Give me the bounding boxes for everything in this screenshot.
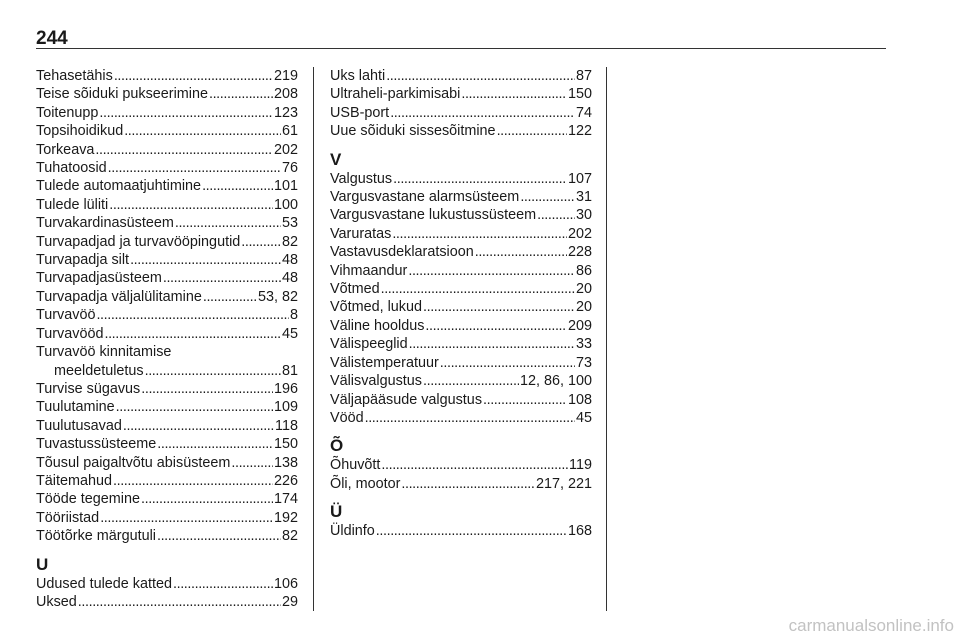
index-entry-page: 12, 86, 100	[519, 373, 592, 390]
index-entry-term: Toitenupp	[36, 104, 99, 121]
section-letter: U	[36, 554, 49, 574]
dot-leader	[163, 269, 281, 287]
index-entry-term: Tööriistad	[36, 509, 100, 526]
index-entry-term: Uksed	[36, 593, 77, 610]
index-entry-page: 192	[273, 509, 298, 526]
index-entry-term: Tööde tegemine	[36, 491, 141, 508]
dot-leader	[113, 472, 273, 490]
index-entry-page: 45	[575, 409, 592, 426]
index-entry-page: 106	[273, 575, 298, 592]
index-entry	[36, 233, 298, 251]
index-entry-page: 109	[273, 399, 298, 416]
index-entry-page: 208	[273, 86, 298, 103]
index-entry	[330, 456, 592, 474]
index-entry-page: 74	[575, 104, 592, 121]
index-entry	[330, 225, 592, 243]
index-entry	[330, 298, 592, 316]
index-entry-page: 202	[273, 141, 298, 158]
index-entry-term: USB-port	[330, 104, 390, 121]
index-entry-page: 123	[273, 104, 298, 121]
index-entry-term: Tulede lüliti	[36, 196, 109, 213]
index-entry-term: Välistemperatuur	[330, 354, 439, 371]
index-entry	[330, 170, 592, 188]
index-entry-page: 82	[281, 233, 298, 250]
index-entry	[330, 391, 592, 409]
index-entry-term: Võtmed	[330, 281, 380, 298]
index-entry-term: Tulede automaatjuhtimine	[36, 178, 202, 195]
dot-leader	[157, 527, 281, 545]
index-entry-term: Uks lahti	[330, 68, 386, 84]
dot-leader	[96, 306, 289, 324]
index-entry-page: 81	[281, 362, 298, 379]
dot-leader	[381, 280, 575, 298]
dot-leader	[202, 177, 273, 195]
index-entry-page: 53	[281, 215, 298, 232]
dot-leader	[365, 409, 575, 427]
index-entry-term: Teise sõiduki pukseerimine	[36, 86, 208, 103]
dot-leader	[145, 362, 281, 380]
index-entry-term: Vargusvastane lukustussüsteem	[330, 207, 537, 224]
index-entry-page: 20	[575, 299, 592, 316]
index-entry-page: 82	[281, 528, 298, 545]
dot-leader	[141, 490, 273, 508]
index-entry	[36, 527, 298, 545]
dot-leader	[173, 575, 273, 593]
index-entry-term: Turvapadjasüsteem	[36, 270, 162, 287]
index-entry-term: meeldetuletus	[54, 362, 144, 379]
index-entry-term: Väline hooldus	[330, 317, 425, 334]
index-entry	[36, 251, 298, 269]
index-entry-page: 150	[273, 436, 298, 453]
index-entry-page: 86	[575, 262, 592, 279]
index-entry-term: Vargusvastane alarmsüsteem	[330, 189, 520, 206]
index-entry-term: Üldinfo	[330, 523, 375, 540]
index-entry-term: Turvakardinasüsteem	[36, 215, 174, 232]
index-entry	[330, 280, 592, 298]
section-letter: V	[330, 149, 342, 169]
index-entry	[36, 141, 298, 159]
index-entry	[330, 475, 592, 493]
index-entry	[330, 122, 592, 140]
index-entry-term: Tuvastussüsteeme	[36, 436, 157, 453]
index-entry-page: 48	[281, 252, 298, 269]
index-entry	[36, 417, 298, 435]
index-entry-term: Väljapääsude valgustus	[330, 391, 483, 408]
index-entry	[330, 522, 592, 540]
index-entry	[36, 67, 298, 85]
dot-leader	[130, 251, 281, 269]
dot-leader	[537, 206, 575, 224]
index-entry	[36, 214, 298, 232]
index-entry-term: Topsihoidikud	[36, 123, 124, 140]
index-entry-page: 138	[273, 454, 298, 471]
index-entry-term: Turvapadja silt	[36, 252, 130, 269]
index-entry	[330, 243, 592, 261]
dot-leader	[423, 298, 575, 316]
dot-leader	[241, 233, 281, 251]
index-entry-page: 100	[273, 196, 298, 213]
index-entry-term: Turvapadjad ja turvavööpingutid	[36, 233, 241, 250]
index-entry	[330, 104, 592, 122]
index-entry-term: Turvavöö	[36, 307, 96, 324]
dot-leader	[209, 85, 273, 103]
index-entry	[36, 85, 298, 103]
index-entry	[330, 85, 592, 103]
index-entry-term: Valgustus	[330, 170, 393, 187]
dot-leader	[386, 67, 575, 85]
index-entry-term: Turvavöö kinnitamise	[36, 344, 172, 361]
dot-leader	[381, 456, 568, 474]
index-entry	[36, 104, 298, 122]
index-entry	[330, 372, 592, 390]
index-entry-page: 61	[281, 123, 298, 140]
index-entry-page: 118	[275, 417, 298, 434]
index-entry	[330, 67, 592, 85]
index-entry	[36, 122, 298, 140]
index-entry-page: 87	[575, 68, 592, 84]
dot-leader	[95, 141, 273, 159]
index-entry-page: 8	[289, 307, 298, 324]
index-entry	[36, 490, 298, 508]
dot-leader	[203, 288, 257, 306]
index-entry-page: 196	[273, 380, 298, 397]
index-entry-term: Varuratas	[330, 225, 392, 242]
index-entry-term: Tuhatoosid	[36, 160, 107, 177]
index-entry	[36, 288, 298, 306]
dot-leader	[104, 325, 281, 343]
index-entry-page: 202	[567, 225, 592, 242]
dot-leader	[423, 372, 519, 390]
index-entry-page: 174	[273, 491, 298, 508]
index-entry	[36, 593, 298, 611]
index-entry-term: Välispeeglid	[330, 336, 408, 353]
index-entry-page: 45	[281, 325, 298, 342]
dot-leader	[408, 262, 575, 280]
index-entry-term: Tõusul paigaltvõtu abisüsteem	[36, 454, 231, 471]
dot-leader	[483, 391, 567, 409]
dot-leader	[231, 454, 273, 472]
index-entry	[330, 317, 592, 335]
index-entry-term: Torkeava	[36, 141, 95, 158]
index-entry-term: Õhuvõtt	[330, 457, 381, 474]
index-entry-page: 219	[273, 68, 298, 84]
index-entry	[36, 325, 298, 343]
index-entry-term: Välisvalgustus	[330, 373, 422, 390]
page-number: 244	[36, 28, 68, 49]
index-entry	[36, 362, 298, 380]
dot-leader	[390, 104, 575, 122]
index-entry-term: Uue sõiduki sissesõitmine	[330, 123, 496, 140]
dot-leader	[461, 85, 567, 103]
index-entry	[330, 206, 592, 224]
index-entry-page: 209	[567, 317, 592, 334]
index-entry-page: 217, 221	[535, 475, 592, 492]
index-entry-page: 226	[273, 472, 298, 489]
dot-leader	[401, 475, 535, 493]
index-entry-term: Õli, mootor	[330, 475, 401, 492]
index-entry	[36, 177, 298, 195]
index-entry	[36, 196, 298, 214]
dot-leader	[497, 122, 567, 140]
dot-leader	[99, 104, 273, 122]
dot-leader	[440, 354, 575, 372]
dot-leader	[123, 417, 274, 435]
index-entry	[36, 159, 298, 177]
index-entry-page: 53, 82	[257, 288, 298, 305]
column-divider	[606, 67, 607, 611]
index-entry	[330, 409, 592, 427]
dot-leader	[109, 196, 273, 214]
index-entry-term: Turvapadja väljalülitamine	[36, 288, 202, 305]
index-entry-page: 31	[575, 189, 592, 206]
index-entry	[36, 306, 298, 324]
index-entry	[36, 509, 298, 527]
index-entry-term: Töötõrke märgutuli	[36, 528, 156, 545]
dot-leader	[475, 243, 567, 261]
index-column-1	[36, 67, 298, 611]
index-entry-page: 48	[281, 270, 298, 287]
dot-leader	[175, 214, 281, 232]
index-entry-term: Vööd	[330, 409, 364, 426]
index-entry-term: Tehasetähis	[36, 68, 113, 84]
dot-leader	[78, 593, 281, 611]
index-entry-page: 150	[567, 86, 592, 103]
index-entry	[36, 472, 298, 490]
index-entry-page: 76	[281, 160, 298, 177]
index-entry	[36, 454, 298, 472]
index-entry-page: 108	[567, 391, 592, 408]
index-entry-page: 73	[575, 354, 592, 371]
index-entry-page: 228	[567, 244, 592, 261]
index-entry	[36, 269, 298, 287]
dot-leader	[116, 398, 273, 416]
index-entry-term: Vihmaandur	[330, 262, 408, 279]
index-entry-term: Täitemahud	[36, 472, 112, 489]
column-divider	[313, 67, 314, 611]
index-entry-term: Turvavööd	[36, 325, 104, 342]
dot-leader	[100, 509, 273, 527]
section-letter: Õ	[330, 436, 344, 456]
index-entry-term: Vastavusdeklaratsioon	[330, 244, 474, 261]
dot-leader	[157, 435, 273, 453]
dot-leader	[392, 225, 567, 243]
index-entry-term: Tuulutusavad	[36, 417, 122, 434]
index-entry	[36, 575, 298, 593]
index-entry	[36, 380, 298, 398]
dot-leader	[114, 67, 273, 85]
index-entry	[330, 262, 592, 280]
index-entry	[330, 335, 592, 353]
index-column-2	[330, 67, 592, 541]
index-entry-page: 33	[575, 336, 592, 353]
section-letter: Ü	[330, 502, 343, 522]
index-entry-term: Võtmed, lukud	[330, 299, 422, 316]
index-entry	[330, 188, 592, 206]
index-entry-term: Turvise sügavus	[36, 380, 141, 397]
index-entry-term: Ultraheli-parkimisabi	[330, 86, 461, 103]
index-entry-term: Udused tulede katted	[36, 575, 173, 592]
header-rule	[36, 48, 886, 49]
dot-leader	[520, 188, 575, 206]
index-entry-page: 30	[575, 207, 592, 224]
index-entry	[36, 398, 298, 416]
dot-leader	[108, 159, 281, 177]
dot-leader	[409, 335, 575, 353]
index-entry-page: 20	[575, 281, 592, 298]
dot-leader	[376, 522, 567, 540]
index-entry-page: 101	[273, 178, 298, 195]
dot-leader	[141, 380, 273, 398]
dot-leader	[425, 317, 567, 335]
index-entry-page: 107	[567, 170, 592, 187]
dot-leader	[393, 170, 567, 188]
watermark: carmanualsonline.info	[788, 616, 954, 635]
index-entry-page: 29	[281, 593, 298, 610]
index-entry-page: 122	[567, 123, 592, 140]
index-entry	[330, 354, 592, 372]
dot-leader	[124, 122, 281, 140]
index-entry-page: 168	[567, 523, 592, 540]
index-entry-page: 119	[569, 457, 592, 474]
index-entry	[36, 435, 298, 453]
index-entry-term: Tuulutamine	[36, 399, 115, 416]
